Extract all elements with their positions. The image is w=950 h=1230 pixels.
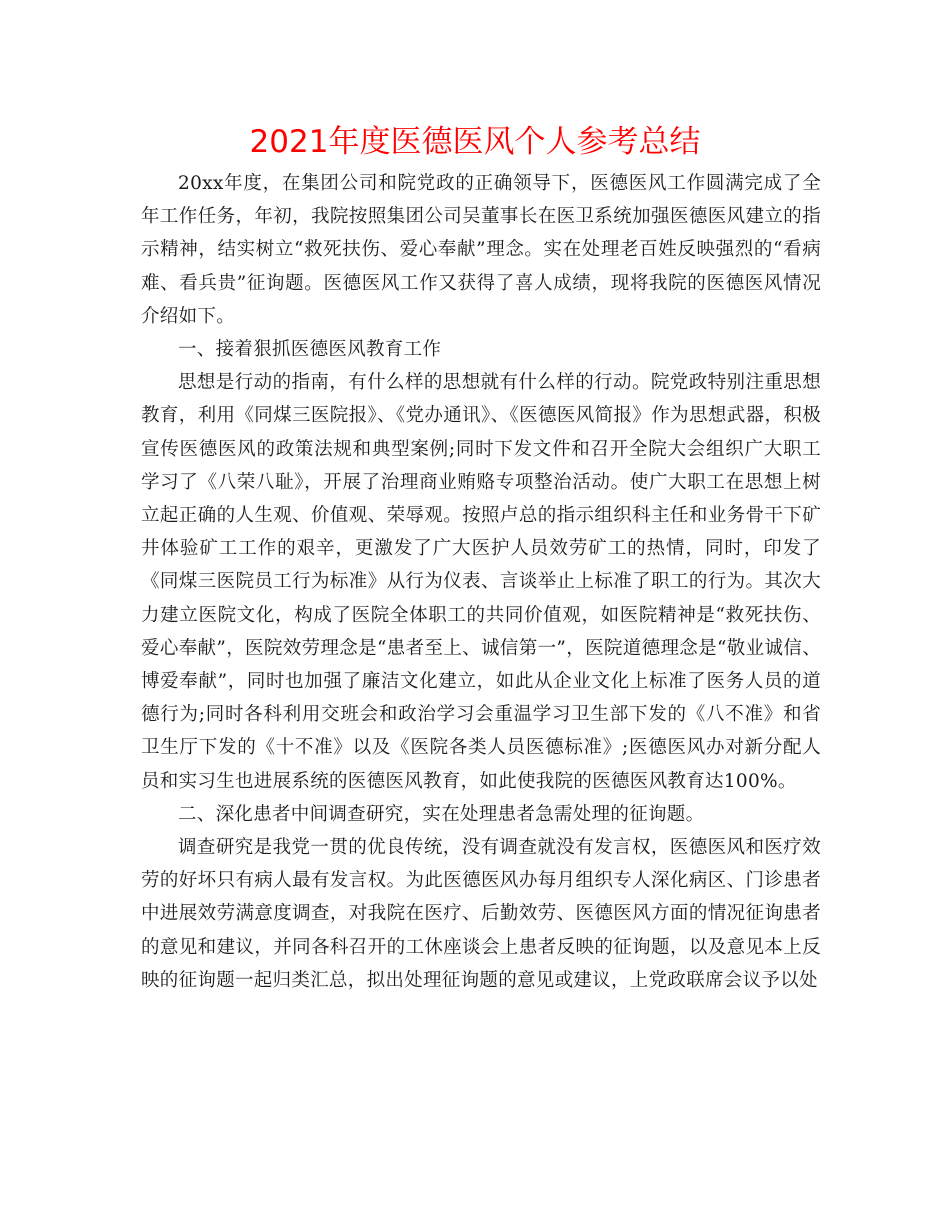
section-heading-1: 一、接着狠抓医德医风教育工作 bbox=[178, 339, 442, 361]
paragraph-education: 思想是行动的指南，有什么样的思想就有什么样的行动。院党政特别注重思想教育，利用《同煤三医院报》、《党办通讯》、《医德医风简报》作为思想武器，积极宣传医德医风的政策法规和典型案例;同时下发文件和召开全院大会组织广大职工学习了《八荣八耻》，开展了治理商业贿赂专项整治活动。使广大职工在思想上树立起正确的人生观、价值观、荣辱观。按照卢总的指示组织科主任和业务骨干下矿井体验矿工工作的艰辛，更激发了广大医护人员效劳矿工的热情，同时，印发了《同煤三医院员工行为标准》从行为仪表、言谈举止上标准了职工的行为。其次大力建立医院文化，构成了医院全体职工的共同价值观，如医院精神是“救死扶伤、爱心奉献”，医院效劳理念是“患者至上、诚信第一”，医院道德理念是“敬业诚信、博爱奉献”，同时也加强了廉洁文化建立，如此从企业文化上标准了医务人员的道德行为;同时各科利用交班会和政治学习会重温学习卫生部下发的《八不准》和省卫生厅下发的《十不准》以及《医院各类人员医德标准》;医德医风办对新分配人员和实习生也进展系统的医德医风教育，如此使我院的医德医风教育达100%。 bbox=[141, 372, 821, 792]
section-heading-2: 二、深化患者中间调查研究，实在处理患者急需处理的征询题。 bbox=[178, 803, 705, 825]
paragraph-intro: 20xx年度，在集团公司和院党政的正确领导下，医德医风工作圆满完成了全年工作任务，年初，我院按照集团公司吴董事长在医卫系统加强医德医风建立的指示精神，结实树立“救死扶伤、爱心奉献”理念。实在处理老百姓反映强烈的“看病难、看兵贵”征询题。医德医风工作又获得了喜人成绩，现将我院的医德医风情况介绍如下。 bbox=[141, 173, 821, 327]
document-body bbox=[141, 167, 821, 997]
document-title: 2021年度医德医风个人参考总结 bbox=[249, 124, 701, 160]
paragraph-research: 调查研究是我党一贯的优良传统，没有调查就没有发言权，医德医风和医疗效劳的好坏只有病人最有发言权。为此医德医风办每月组织专人深化病区、门诊患者中进展效劳满意度调查，对我院在医疗、后勤效劳、医德医风方面的情况征询患者的意见和建议，并同各科召开的工休座谈会上患者反映的征询题，以及意见本上反映的征询题一起归类汇总，拟出处理征询题的意见或建议，上党政联席会议予以处 bbox=[141, 837, 821, 991]
